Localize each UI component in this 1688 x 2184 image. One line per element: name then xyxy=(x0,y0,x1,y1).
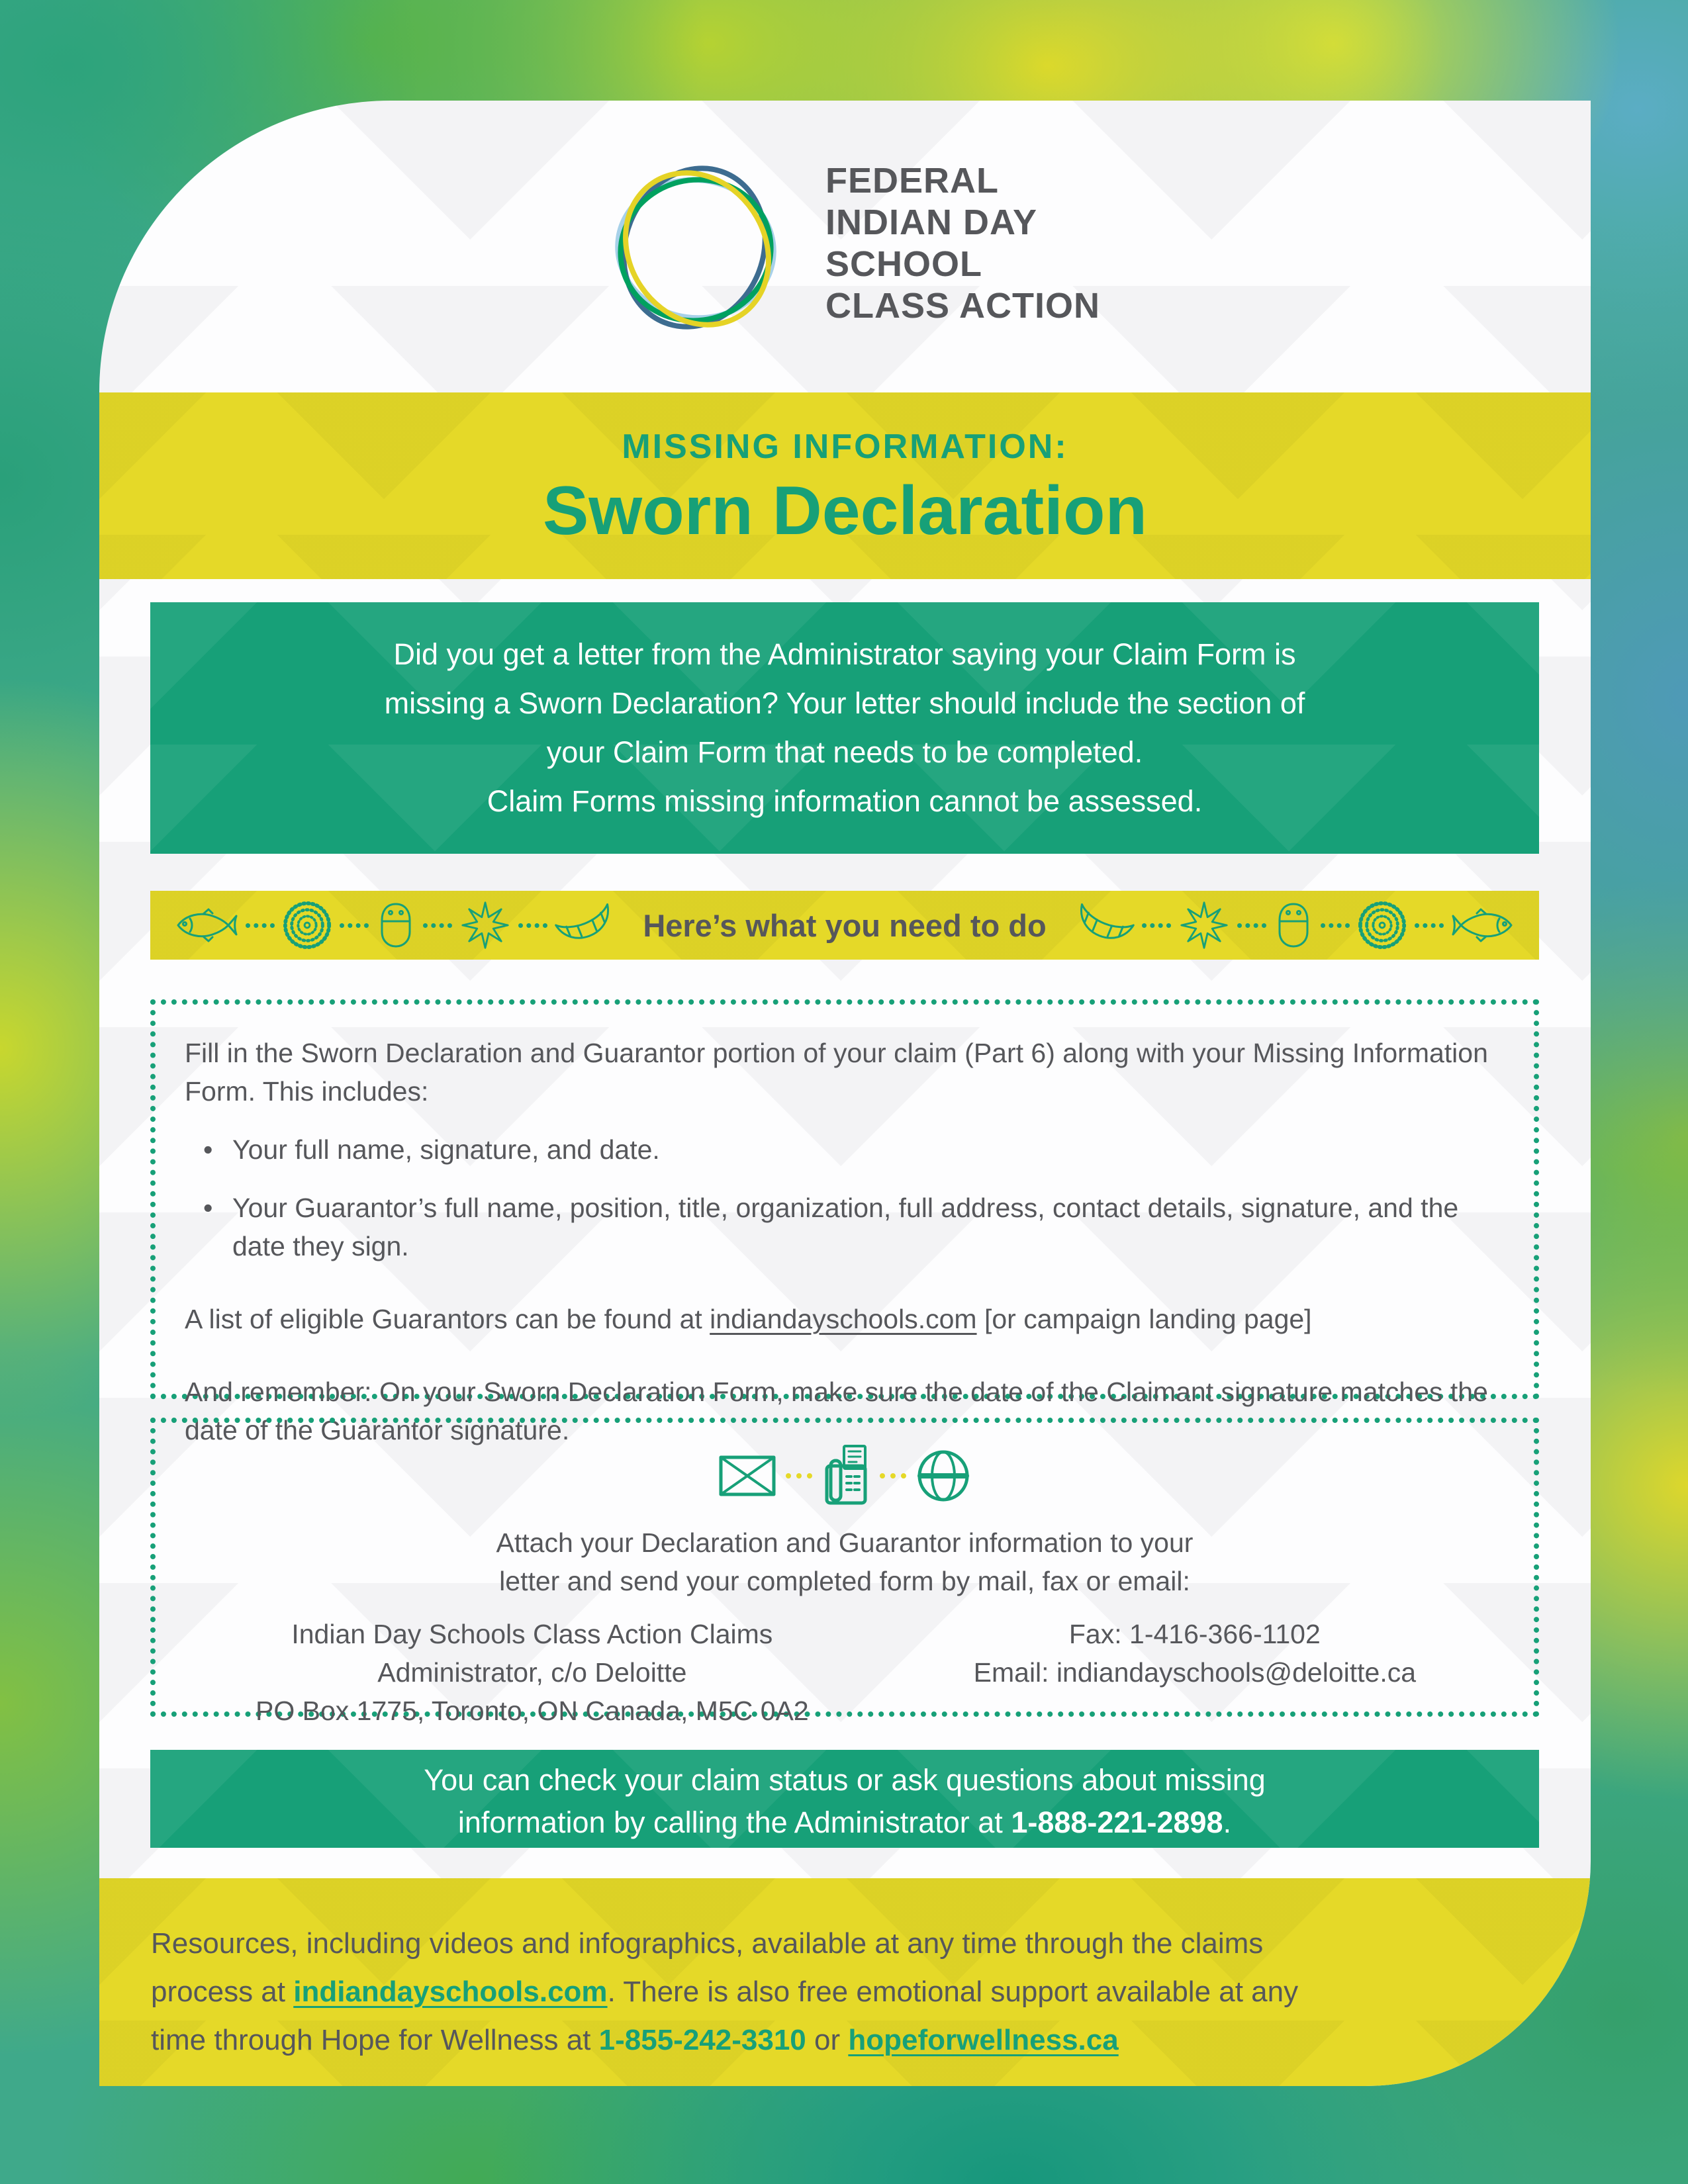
dotted-connector xyxy=(880,1473,906,1479)
divider-title: Here’s what you need to do xyxy=(643,907,1047,943)
text-segment: process at xyxy=(151,1976,294,2008)
status-line xyxy=(150,1801,1539,1844)
instructions-intro: Fill in the Sworn Declaration and Guarantor portion of your claim (Part 6) along with your Missing Information Form. This includes: xyxy=(185,1038,1488,1107)
send-line: letter and send your completed form by mail, fax or email: xyxy=(499,1566,1190,1596)
list-item-text: Your Guarantor’s full name, position, title, organization, full address, contact details, signature, and the date they sign. xyxy=(232,1193,1459,1261)
text-segment: [or campaign landing page] xyxy=(976,1304,1312,1334)
contact-columns xyxy=(182,1615,1507,1730)
globe-icon xyxy=(915,1448,971,1504)
intro-line: missing a Sworn Declaration? Your letter should include the section of xyxy=(384,686,1305,720)
footer-line xyxy=(151,2016,1498,2064)
hopeforwellness-link[interactable]: hopeforwellness.ca xyxy=(848,2024,1119,2056)
text-segment: . There is also free emotional support available at any xyxy=(607,1976,1299,2008)
status-line: You can check your claim status or ask questions about missing xyxy=(424,1763,1266,1797)
canoe-icon xyxy=(1069,899,1137,950)
administrator-phone: 1-888-221-2898 xyxy=(1011,1805,1223,1839)
email-address: Email: indiandayschools@deloitte.ca xyxy=(973,1657,1417,1688)
list-item xyxy=(185,1189,1505,1265)
logo-line: FEDERAL xyxy=(825,161,999,201)
star-icon xyxy=(460,900,510,950)
logo xyxy=(99,138,1591,349)
list-item xyxy=(185,1130,1505,1169)
send-line: Attach your Declaration and Guarantor information to your xyxy=(496,1527,1194,1558)
dotted-connector xyxy=(423,923,452,928)
fax-email-contact xyxy=(882,1615,1507,1730)
medallion-icon xyxy=(1358,901,1407,950)
fish-icon xyxy=(174,908,238,942)
footer-line xyxy=(151,1968,1498,2016)
dotted-connector xyxy=(1142,923,1171,928)
logo-line: CLASS ACTION xyxy=(825,286,1100,326)
instructions-list xyxy=(185,1130,1505,1265)
intro-line: Did you get a letter from the Administrator saying your Claim Form is xyxy=(393,637,1296,671)
footer xyxy=(99,1878,1591,2086)
bullet-dot: • xyxy=(203,1134,213,1165)
mail-line: Indian Day Schools Class Action Claims xyxy=(291,1619,773,1649)
logo-line: INDIAN DAY xyxy=(825,203,1038,242)
flyer-card xyxy=(99,101,1591,2086)
banner-kicker: MISSING INFORMATION: xyxy=(622,428,1068,466)
fax-icon xyxy=(821,1443,870,1508)
dotted-connector xyxy=(340,923,369,928)
divider-icons-right xyxy=(1073,900,1515,950)
title-banner xyxy=(99,392,1591,579)
instructions-box xyxy=(150,999,1539,1445)
hope-for-wellness-phone: 1-855-242-3310 xyxy=(598,2024,806,2056)
footer-line: Resources, including videos and infographics, available at any time through the claims xyxy=(151,1927,1264,1960)
fax-number: Fax: 1-416-366-1102 xyxy=(1068,1619,1321,1649)
text-segment: time through Hope for Wellness at xyxy=(151,2024,599,2056)
dotted-connector xyxy=(518,923,547,928)
drum-icon xyxy=(377,901,415,949)
intro-line: Claim Forms missing information cannot be assessed. xyxy=(487,784,1203,818)
intro-box xyxy=(150,602,1539,854)
logo-wordmark xyxy=(825,160,1100,327)
send-box xyxy=(150,1418,1539,1726)
text-segment: information by calling the Administrator at xyxy=(457,1805,1011,1839)
indiandayschools-link[interactable]: indiandayschools.com xyxy=(710,1304,977,1334)
medallion-icon xyxy=(283,901,332,950)
drum-icon xyxy=(1274,901,1313,949)
dotted-connector xyxy=(1415,923,1444,928)
send-instructions xyxy=(182,1524,1507,1600)
list-item-text: Your full name, signature, and date. xyxy=(232,1134,660,1165)
logo-rings-icon xyxy=(590,138,802,349)
dotted-connector xyxy=(246,923,275,928)
reminder-note: And remember: On your Sworn Declaration Form, make sure the date of the Claimant signature matches the date of the Guarantor signature. xyxy=(185,1377,1488,1445)
indiandayschools-link[interactable]: indiandayschools.com xyxy=(293,1976,608,2008)
divider-icons-left xyxy=(174,900,616,950)
status-box xyxy=(150,1750,1539,1848)
bullet-dot: • xyxy=(203,1193,213,1223)
mail-line: Administrator, c/o Deloitte xyxy=(377,1657,687,1688)
text-segment: A list of eligible Guarantors can be found at xyxy=(185,1304,710,1334)
send-method-icons xyxy=(182,1439,1507,1513)
mail-address xyxy=(182,1615,882,1730)
dotted-connector xyxy=(786,1473,812,1479)
star-icon xyxy=(1179,900,1229,950)
text-segment: or xyxy=(806,2024,849,2056)
dotted-connector xyxy=(1237,923,1266,928)
fish-icon xyxy=(1452,908,1515,942)
intro-line: your Claim Form that needs to be completed. xyxy=(546,735,1143,769)
dotted-connector xyxy=(1321,923,1350,928)
envelope-icon xyxy=(718,1455,776,1497)
canoe-icon xyxy=(552,899,620,950)
logo-line: SCHOOL xyxy=(825,244,983,284)
section-divider xyxy=(150,891,1539,960)
mail-line: PO Box 1775, Toronto, ON Canada, M5C 0A2 xyxy=(256,1696,809,1726)
guarantor-list-note xyxy=(185,1300,1505,1338)
text-segment: . xyxy=(1223,1805,1232,1839)
page-title: Sworn Declaration xyxy=(542,473,1148,549)
